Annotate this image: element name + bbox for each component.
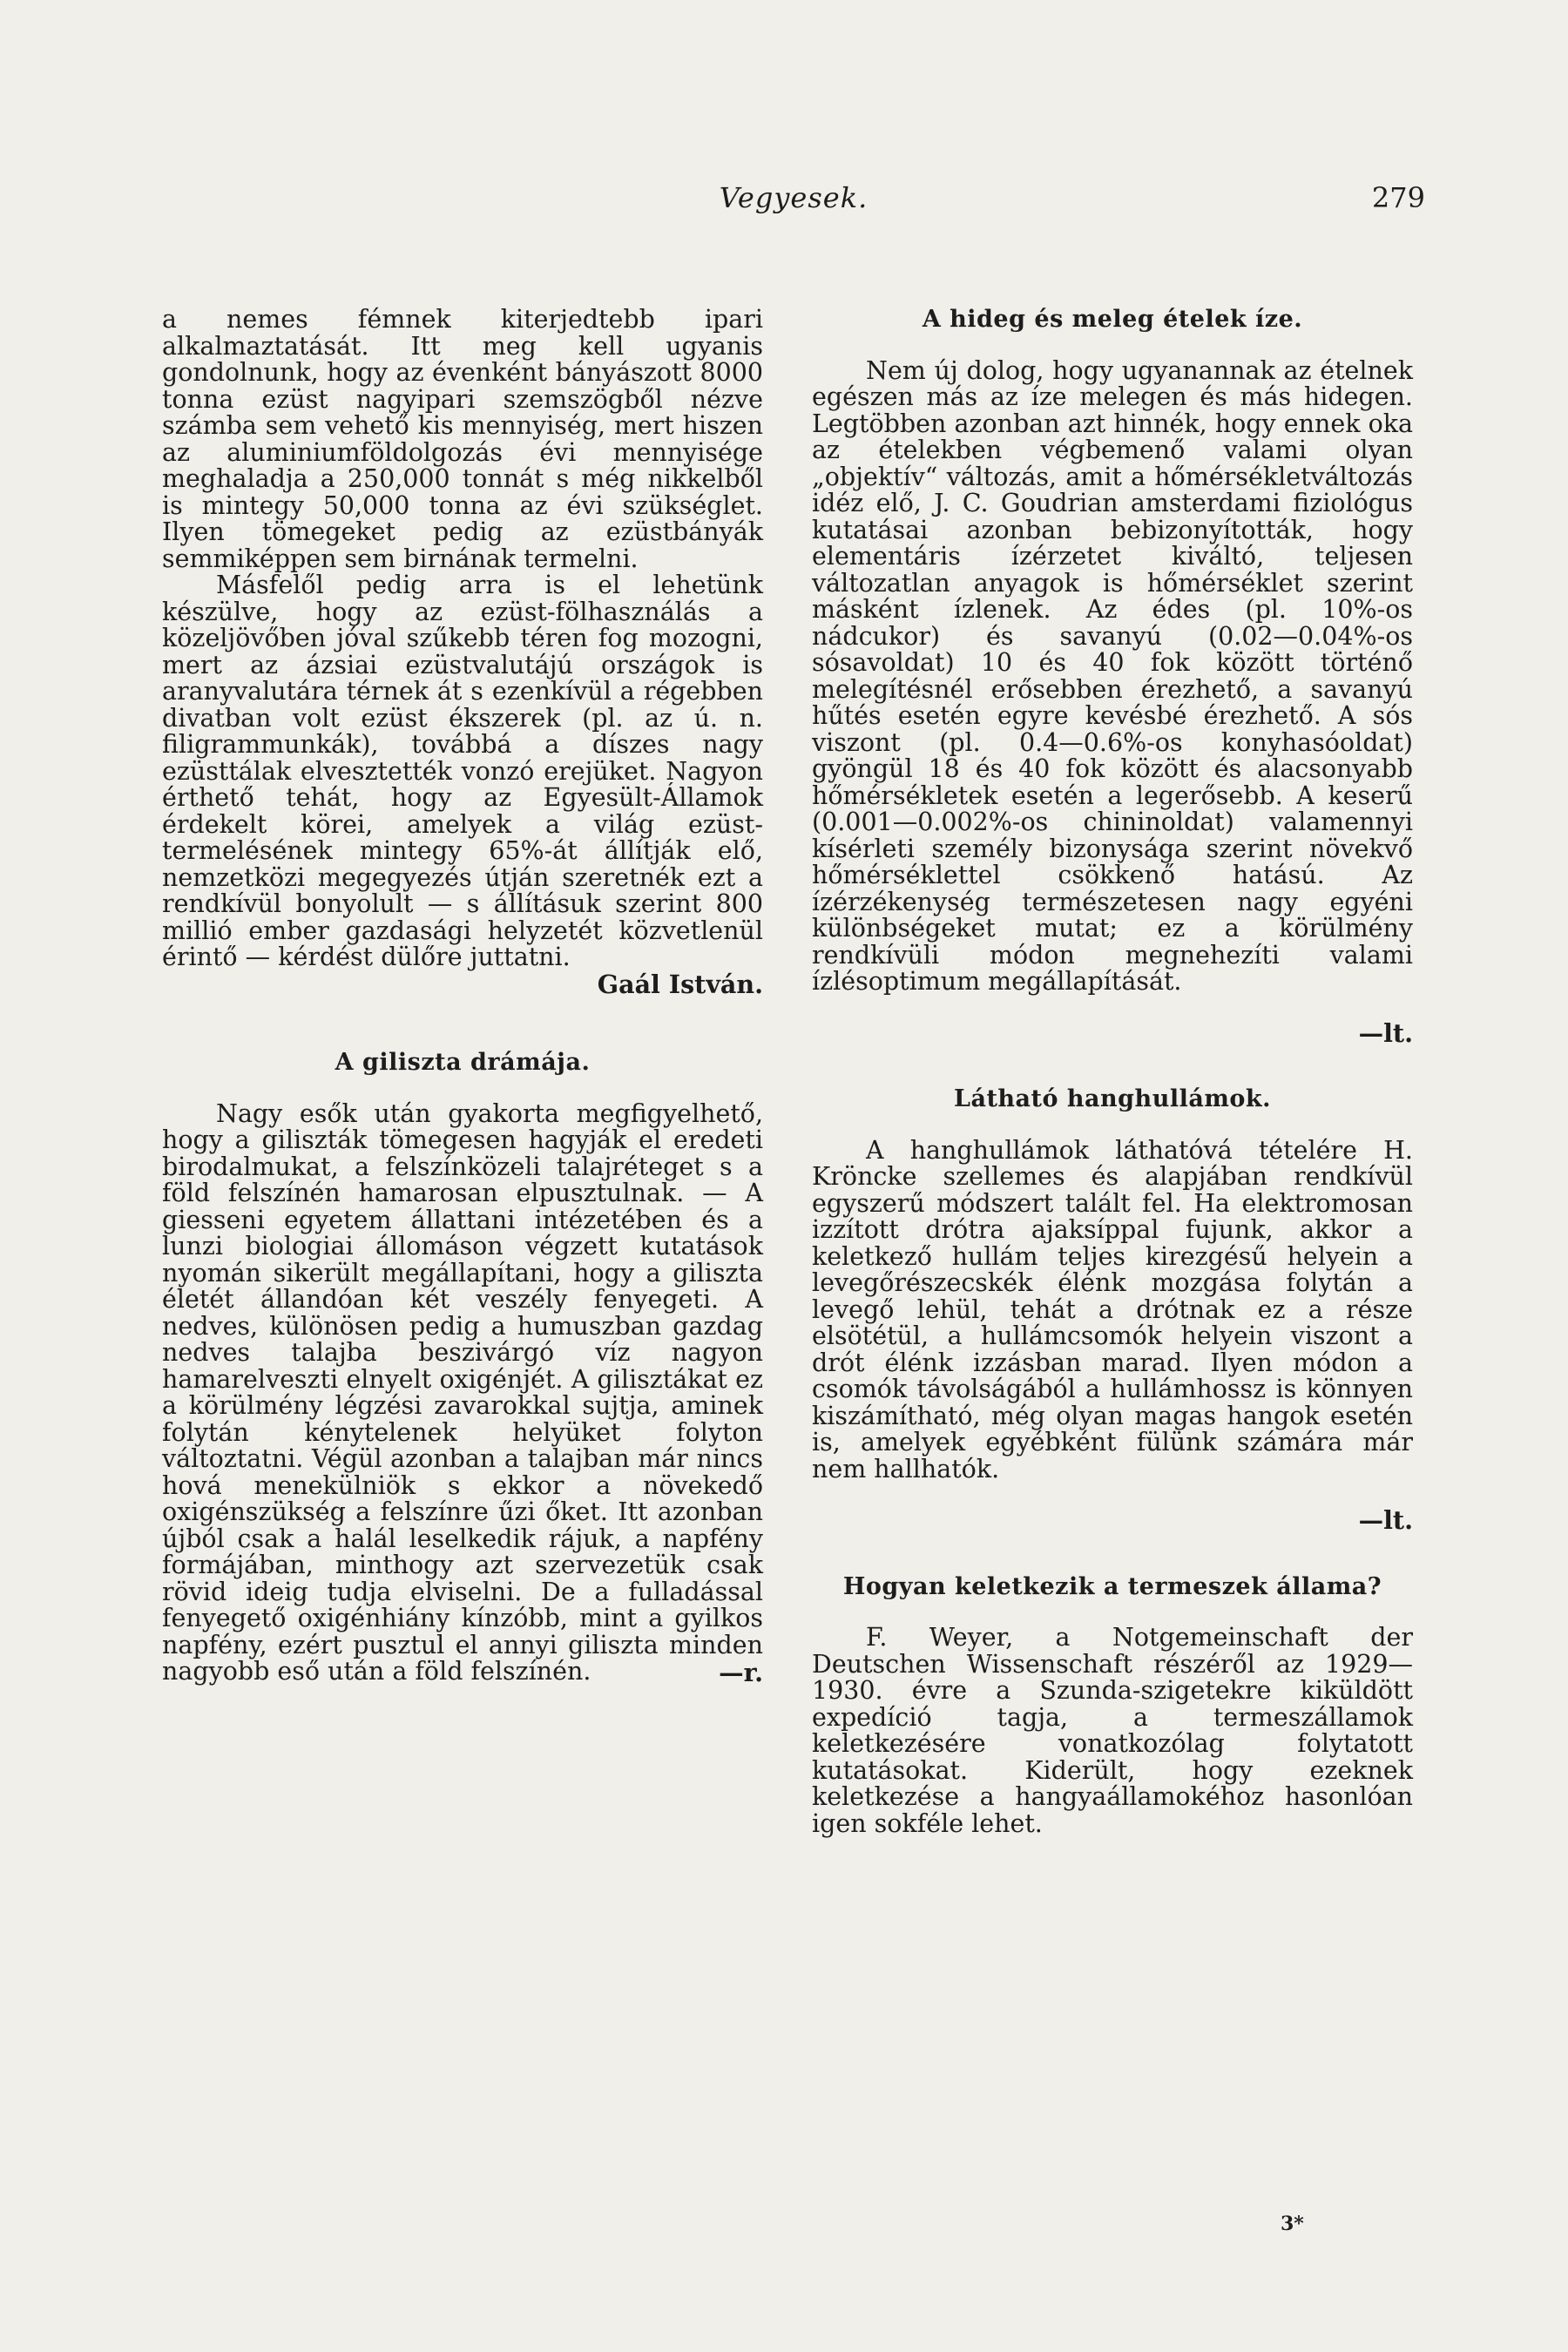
article4-signature: —lt. xyxy=(1358,1505,1413,1535)
running-head xyxy=(162,181,1425,221)
article1-paragraph-2: Másfelől pedig arra is el lehetünk készülve, hogy az ezüst-fölhasználás a közeljövőben jóval szűkebb téren fog mozogni, mert az ázsiai ezüstvalutájú országok is aranyvalutára térnek át s ezenkívül a régebben divatban volt ezüst ékszerek (pl. az ú. n. filigrammunkák), továbbá a díszes nagy ezüsttálak elvesztették vonzó erejüket. Nagyon érthető tehát, hogy az Egyesült-Államok érdekelt körei, amelyek a világ ezüst-termelésének mintegy 65%-át állítják elő, nemzetközi megegyezés útján szeretnék ezt a rendkívül bonyolult — s állításuk szerint 800 millió ember gazdasági helyzetét közvetlenül érintő — kérdést dülőre juttatni. xyxy=(162,571,763,971)
left-column xyxy=(162,307,763,1686)
article4-title: Látható hanghullámok. xyxy=(953,1085,1272,1112)
signature-mark: 3* xyxy=(1281,2213,1304,2235)
page-number: 279 xyxy=(1371,181,1425,214)
article4-paragraph: A hanghullámok láthatóvá tételére H. Kröncke szellemes és alapjában rendkívül egyszerű módszert talált fel. Ha elektromosan izzított drótra ajaksíppal fujunk, akkor a keletkező hullám teljes kirezgésű helyein a levegőrészecskék élénk mozgása folytán a levegő lehül, tehát a drótnak ez a része elsötétül, a hullámcsomók helyein viszont a drót élénk izzásban marad. Ilyen módon a csomók távolságából a hullámhossz is könnyen kiszámítható, még olyan magas hangok esetén is, amelyek egyébként fülünk számára már nem hallhatók. xyxy=(812,1135,1413,1484)
article1-paragraph-1: a nemes fémnek kiterjedtebb ipari alkalmaztatását. Itt meg kell ugyanis gondolnunk, hogy az évenként bányászott 8000 tonna ezüst nagyipari szemszögből nézve számba sem vehető kis mennyiség, mert hiszen az aluminiumföldolgozás évi mennyisége meghaladja a 250,000 tonnát s még nikkelből is mintegy 50,000 tonna az évi szükséglet. Ilyen tömegeket pedig az ezüstbányák semmiképpen sem birnának termelni. xyxy=(162,305,763,573)
running-title: Vegyesek. xyxy=(719,181,868,214)
right-column xyxy=(812,307,1413,1837)
article2-paragraph: Nagy esők után gyakorta megfigyelhető, hogy a giliszták tömegesen hagyják el eredeti birodalmukat, a felszínközeli talajréteget s a föld felszínén hamarosan elpusztulnak. — A giesseni egyetem állattani intézetében és a lunzi biologiai állomáson végzett kutatások nyomán sikerült megállapítani, hogy a giliszta életét állandóan két veszély fenyegeti. A nedves, különösen pedig a humuszban gazdag nedves talajba beszivárgó víz nagyon hamarelveszti elnyelt oxigénjét. A gilisztákat ez a körülmény légzési zavarokkal sujtja, aminek folytán kénytelenek helyüket folyton változtatni. Végül azonban a talajban már nincs hová menekülniök s ekkor a növekedő oxigénszükség a felszínre űzi őket. Itt azonban újból csak a halál leselkedik rájuk, a napfény formájában, minthogy azt szervezetük csak rövid ideig tudja elviselni. De a fulladással fenyegető oxigénhiány kínzóbb, mint a gyilkos napfény, ezért pusztul el annyi giliszta minden nagyobb eső után a föld felszínén. xyxy=(162,1098,763,1686)
article3-paragraph: Nem új dolog, hogy ugyanannak az ételnek egészen más az íze melegen és más hidegen. Legtöbben azonban azt hinnék, hogy ennek oka az ételekben végbemenő valami olyan „objektív“ változás, amit a hőmérsékletváltozás idéz elő, J. C. Goudrian amsterdami fiziológus kutatásai azonban bebizonyították, hogy elementáris ízérzetet kiváltó, teljesen változatlan anyagok is hőmérséklet szerint másként ízlenek. Az édes (pl. 10%-os nádcukor) és savanyú (0.02—0.04%-os sósavoldat) 10 és 40 fok között történő melegítésnél erősebben érezhető, a savanyú hűtés esetén egyre kevésbé érezhető. A sós viszont (pl. 0.4—0.6%-os konyhasóoldat) gyöngül 18 és 40 fok között és alacsonyabb hőmérsékletek esetén a legerősebb. A keserű (0.001—0.002%-os chininoldat) valamennyi kísérleti személy bizonysága szerint növekvő hőmérséklettel csökkenő hatású. Az ízérzékenység természetesen nagy egyéni különbségeket mutat; ez a körülmény rendkívüli módon megnehezíti valami ízlésoptimum megállapítását. xyxy=(812,355,1413,996)
article1-signature: Gaál István. xyxy=(597,969,763,999)
article3-signature: —lt. xyxy=(1358,1017,1413,1048)
article2-title: A giliszta drámája. xyxy=(335,1049,591,1076)
article3-title: A hideg és meleg ételek íze. xyxy=(922,306,1303,333)
article5-paragraph: F. Weyer, a Notgemeinschaft der Deutschen Wissenschaft részéről az 1929—1930. évre a Szunda-szigetekre kiküldött expedíció tagja, a termeszállamok keletkezésére vonatkozólag folytatott kutatásokat. Kiderült, hogy ezeknek keletkezése a hangyaállamokéhoz hasonlóan igen sokféle lehet. xyxy=(812,1623,1413,1838)
article5-title: Hogyan keletkezik a termeszek állama? xyxy=(842,1572,1382,1600)
article2-signature: —r. xyxy=(719,1657,763,1687)
